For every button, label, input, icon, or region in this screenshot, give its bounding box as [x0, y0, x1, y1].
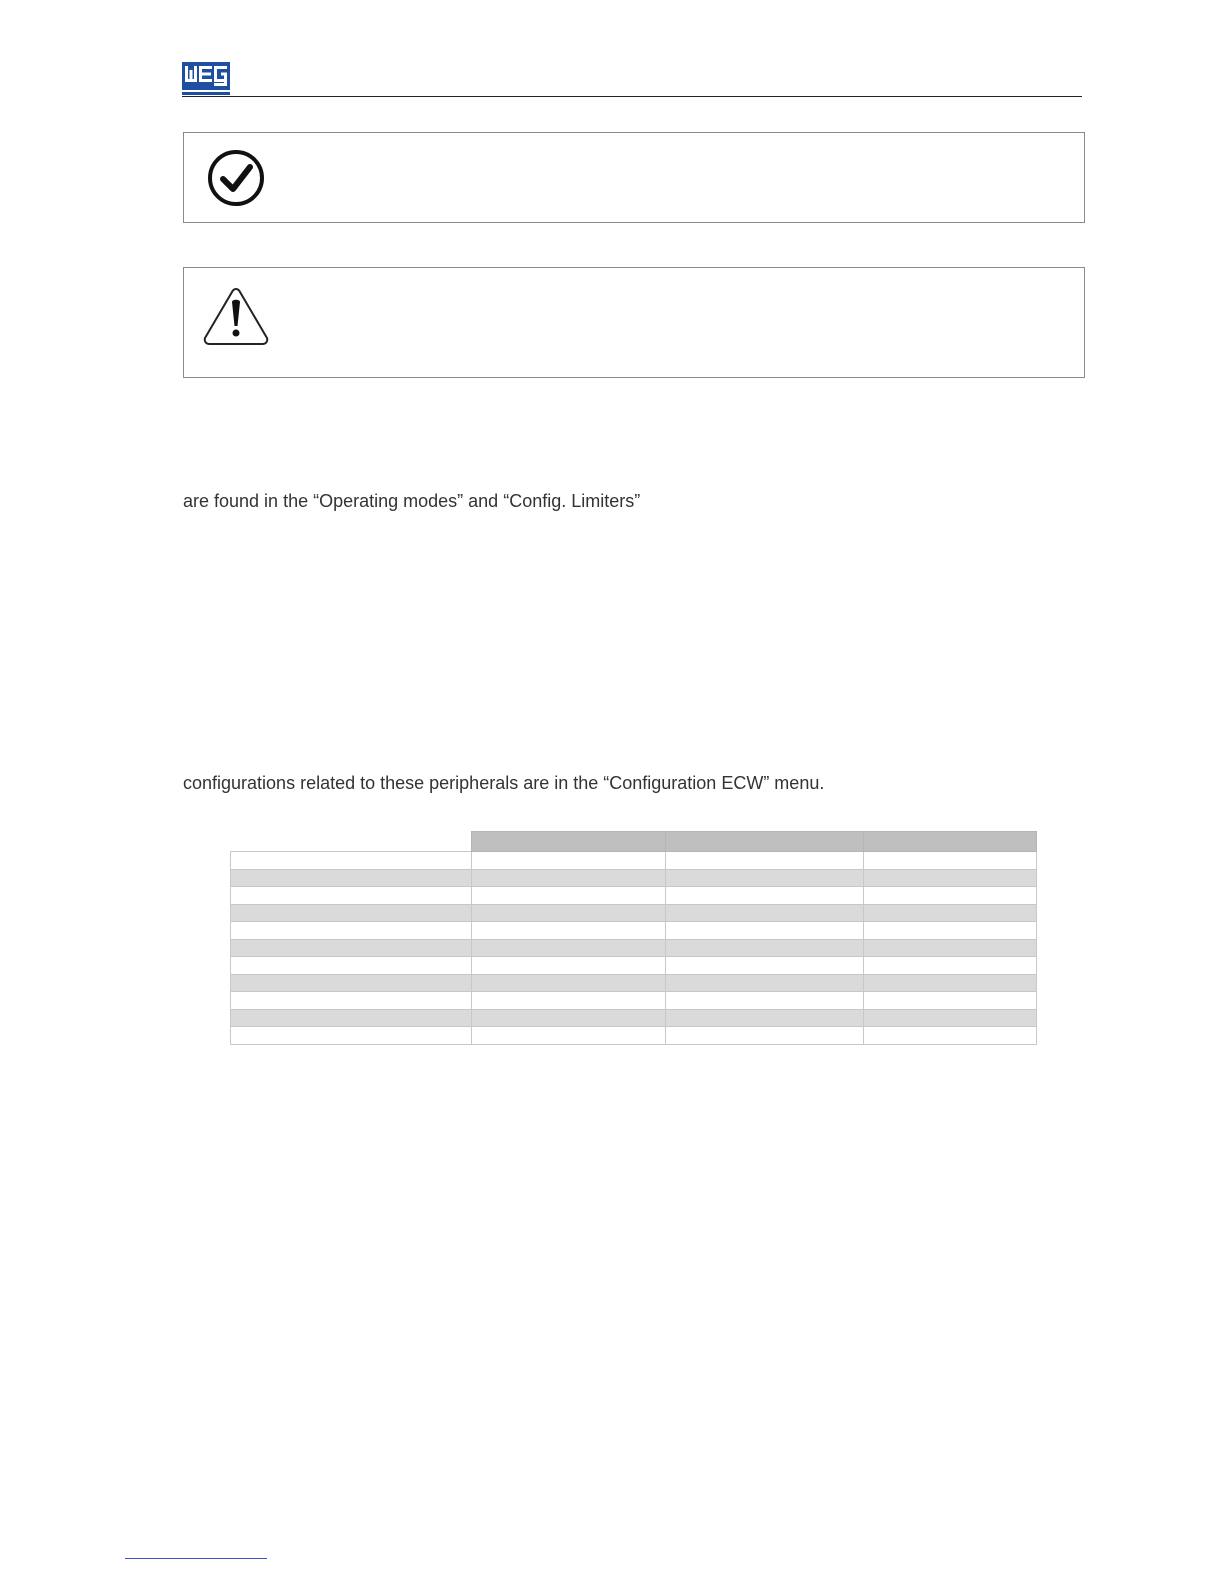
table-row [231, 922, 1037, 940]
table-cell [666, 922, 864, 940]
table-cell [666, 869, 864, 887]
table-cell [666, 1009, 864, 1027]
table-cell [864, 852, 1037, 870]
table-cell [472, 939, 666, 957]
warning-box [183, 267, 1085, 378]
warning-triangle-icon [202, 286, 270, 346]
table-row [231, 887, 1037, 905]
table-row [231, 869, 1037, 887]
table-cell [666, 992, 864, 1010]
table-cell [231, 869, 472, 887]
header-rule [182, 96, 1082, 97]
table-cell [472, 957, 666, 975]
check-circle-icon [206, 148, 266, 208]
table-cell [666, 957, 864, 975]
table-cell [472, 852, 666, 870]
table-cell [864, 1027, 1037, 1045]
table-header-cell [472, 832, 666, 852]
table-header-cell [231, 832, 472, 852]
table-row [231, 852, 1037, 870]
table-cell [864, 869, 1037, 887]
table-cell [864, 1009, 1037, 1027]
paragraph-operating-modes: are found in the “Operating modes” and “Config. Limiters” [183, 491, 641, 511]
table-row [231, 957, 1037, 975]
table-cell [666, 887, 864, 905]
table-cell [472, 887, 666, 905]
table-cell [231, 939, 472, 957]
table-cell [472, 992, 666, 1010]
table-cell [666, 974, 864, 992]
table-cell [472, 974, 666, 992]
table-row [231, 904, 1037, 922]
table-cell [666, 852, 864, 870]
table-cell [472, 1009, 666, 1027]
table-cell [231, 992, 472, 1010]
table-cell [472, 904, 666, 922]
table-row [231, 939, 1037, 957]
table-cell [864, 992, 1037, 1010]
table-cell [231, 904, 472, 922]
table-row [231, 1009, 1037, 1027]
table-cell [231, 974, 472, 992]
parameter-table [230, 831, 1037, 1045]
table-cell [864, 974, 1037, 992]
table-cell [666, 939, 864, 957]
table-cell [231, 852, 472, 870]
table-row [231, 974, 1037, 992]
table-cell [864, 939, 1037, 957]
table-cell [864, 887, 1037, 905]
table-header-cell [864, 832, 1037, 852]
note-box [183, 132, 1085, 223]
table-cell [472, 922, 666, 940]
table-cell [864, 957, 1037, 975]
table-cell [472, 1027, 666, 1045]
table-cell [864, 904, 1037, 922]
table-header-row [231, 832, 1037, 852]
table-cell [666, 904, 864, 922]
table-cell [231, 1009, 472, 1027]
table-cell [231, 887, 472, 905]
table-cell [231, 1027, 472, 1045]
table-row [231, 992, 1037, 1010]
table-cell [472, 869, 666, 887]
paragraph-configuration-ecw: configurations related to these peripherals are in the “Configuration ECW” menu. [183, 773, 825, 793]
table-cell [864, 922, 1037, 940]
table-header-cell [666, 832, 864, 852]
table-cell [666, 1027, 864, 1045]
table-row [231, 1027, 1037, 1045]
table-cell [231, 957, 472, 975]
table-cell [231, 922, 472, 940]
weg-logo [182, 62, 230, 96]
footer-link[interactable] [125, 1558, 267, 1559]
